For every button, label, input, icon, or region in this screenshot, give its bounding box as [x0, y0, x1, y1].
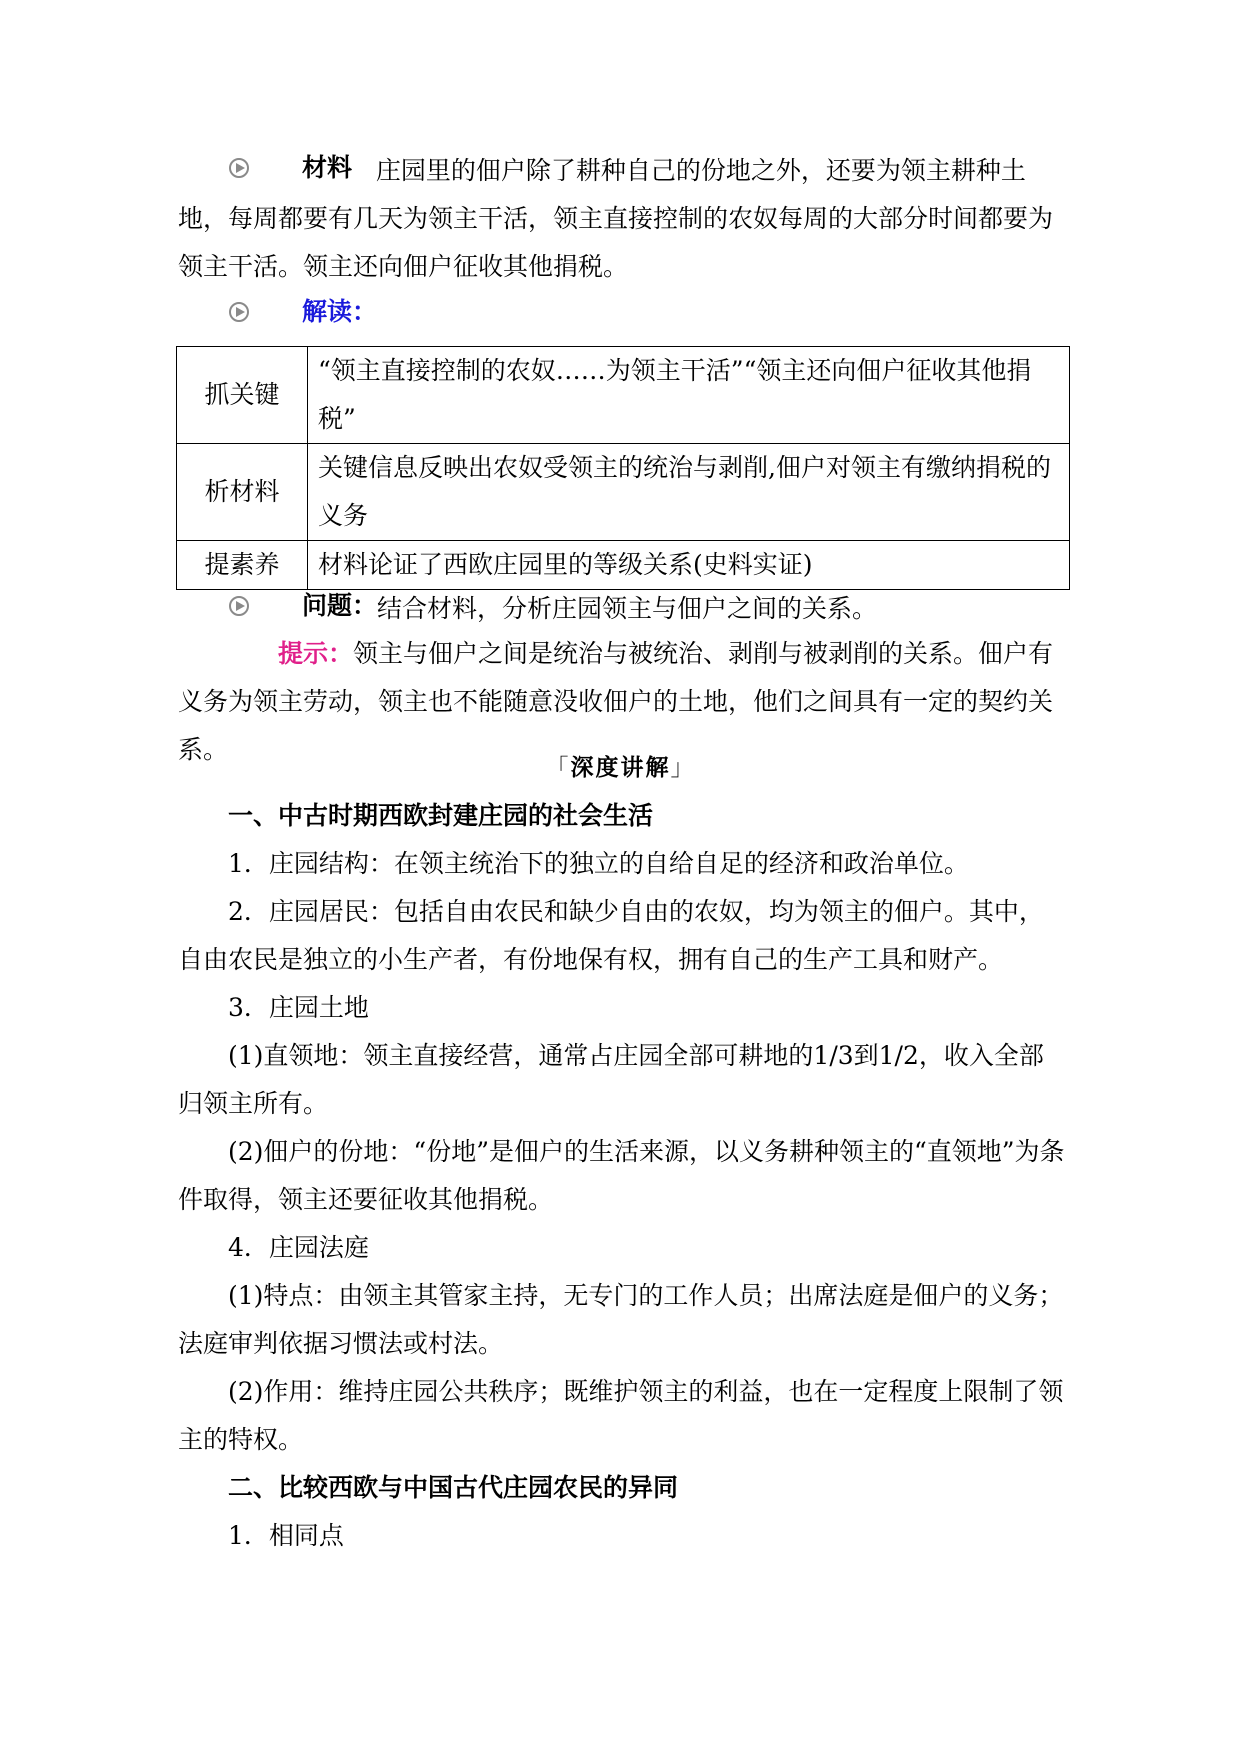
part1-p4b: (2)作用：维持庄园公共秩序；既维护领主的利益，也在一定程度上限制了领主的特权。 — [178, 1377, 1064, 1454]
part1-p1: 1．庄园结构：在领主统治下的独立的自给自足的经济和政治单位。 — [228, 849, 969, 878]
hint-tag: 提示： — [278, 639, 354, 668]
part1-p4: 4．庄园法庭 — [228, 1233, 369, 1262]
triangle-bullet-icon — [228, 157, 250, 179]
table-value: 材料论证了西欧庄园里的等级关系(史料实证) — [308, 541, 1070, 590]
part2-p1: 1．相同点 — [228, 1521, 344, 1550]
part1-p3b: (2)佃户的份地：“份地”是佃户的生活来源，以义务耕种领主的“直领地”为条件取得，领主还要征收其他捐税。 — [178, 1137, 1065, 1214]
material-paragraph — [178, 144, 1068, 291]
part1-p3a: (1)直领地：领主直接经营，通常占庄园全部可耕地的1/3到1/2，收入全部归领主所有。 — [178, 1041, 1044, 1118]
question-paragraph — [178, 582, 1068, 633]
material-tag: 材料 — [228, 144, 352, 192]
table-value: “领主直接控制的农奴……为领主干活”“领主还向佃户征收其他捐税” — [308, 347, 1070, 444]
part2-heading: 二、比较西欧与中国古代庄园农民的异同 — [228, 1473, 679, 1502]
table-key: 析材料 — [177, 444, 308, 541]
interpret-line — [178, 288, 1068, 339]
part1-heading: 一、中古时期西欧封建庄园的社会生活 — [228, 801, 654, 830]
interpret-tag: 解读： — [228, 288, 377, 336]
question-tag: 问题： — [228, 582, 377, 630]
triangle-bullet-icon — [228, 301, 250, 323]
table-value: 关键信息反映出农奴受领主的统治与剥削,佃户对领主有缴纳捐税的义务 — [308, 444, 1070, 541]
part1-p2: 2．庄园居民：包括自由农民和缺少自由的农奴，均为领主的佃户。其中，自由农民是独立的小生产者，有份地保有权，拥有自己的生产工具和财产。 — [178, 897, 1044, 974]
part1-p3: 3．庄园土地 — [228, 993, 369, 1022]
table-row — [177, 444, 1070, 541]
part1-p4a: (1)特点：由领主其管家主持，无专门的工作人员；出席法庭是佃户的义务；法庭审判依据习惯法或村法。 — [178, 1281, 1064, 1358]
triangle-bullet-icon — [228, 595, 250, 617]
question-text: 结合材料，分析庄园领主与佃户之间的关系。 — [377, 594, 878, 623]
section-heading: 「深度讲解」 — [545, 755, 696, 781]
section-title: 深度讲解 — [570, 755, 671, 781]
material-text: 庄园里的佃户除了耕种自己的份地之外，还要为领主耕种土地，每周都要有几天为领主干活，领主直接控制的农奴每周的大部分时间都要为领主干活。领主还向佃户征收其他捐税。 — [178, 156, 1054, 281]
table-key: 抓关键 — [177, 347, 308, 444]
hint-text: 领主与佃户之间是统治与被统治、剥削与被剥削的关系。佃户有义务为领主劳动，领主也不能随意没收佃户的土地，他们之间具有一定的契约关系。 — [178, 639, 1054, 764]
table-key: 提素养 — [177, 541, 308, 590]
table-row — [177, 347, 1070, 444]
analysis-table — [176, 346, 1070, 590]
